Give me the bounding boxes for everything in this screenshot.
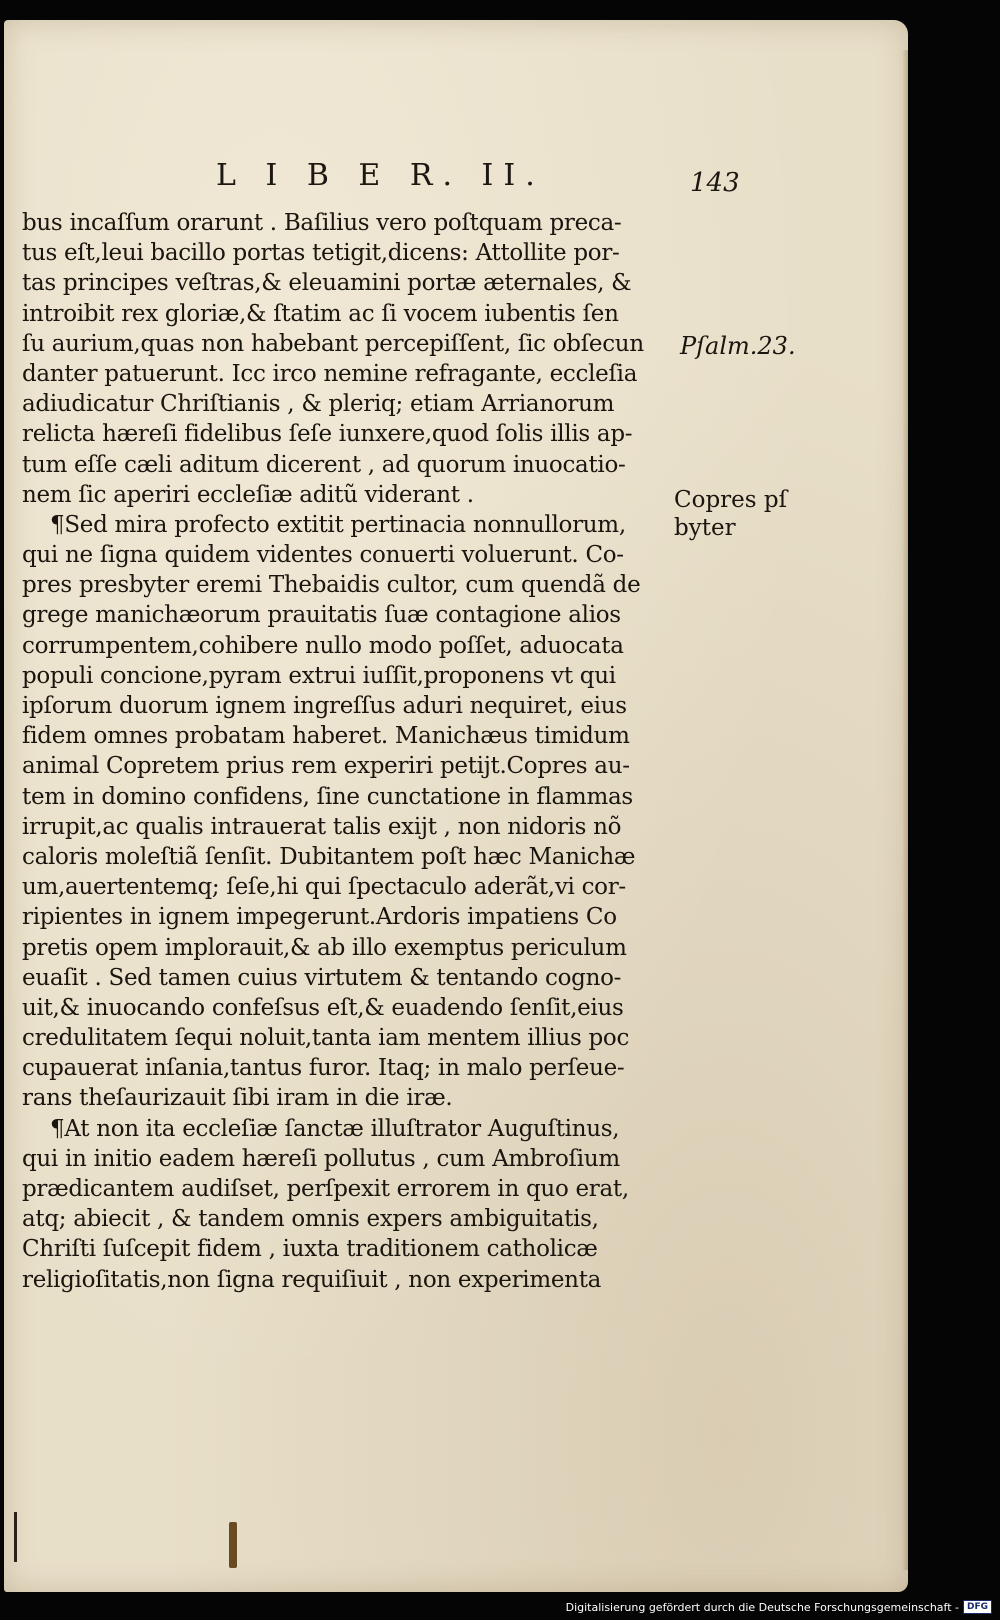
text-line: uit,& inuocando confeſsus eſt,& euadendo ſenſit,eius <box>22 994 624 1021</box>
text-line: fidem omnes probatam haberet. Manichæus timidum <box>22 723 630 750</box>
text-line: qui ne ſigna quidem videntes conuerti voluerunt. Co- <box>22 542 624 569</box>
text-line: tus eſt,leui bacillo portas tetigit,dicens: Attollite por- <box>22 240 620 267</box>
text-line: qui in initio eadem hæreſi pollutus , cum Ambroſium <box>22 1145 620 1172</box>
text-line: euaſit . Sed tamen cuius virtutem & tentando cogno- <box>22 964 622 991</box>
text-line: caloris moleſtiã ſenſit. Dubitantem poſt hæc Manichæ <box>22 843 636 870</box>
text-line: religioſitatis,non ſigna requiſiuit , non experimenta <box>22 1266 602 1293</box>
text-line: credulitatem ſequi noluit,tanta iam mentem illius poc <box>22 1025 630 1052</box>
text-line: danter patuerunt. Icc irco nemine refragante, eccleſia <box>22 360 638 387</box>
text-line: introibit rex gloriæ,& ſtatim ac ſi vocem iubentis ſen <box>22 300 619 327</box>
text-line: animal Copretem prius rem experiri petijt.Copres au- <box>22 753 630 780</box>
running-head <box>4 158 908 198</box>
text-line: ipſorum duorum ignem ingreſſus aduri nequiret, eius <box>22 693 627 719</box>
text-line: populi concione,pyram extrui iuſſit,proponens vt qui <box>22 662 616 689</box>
paragraph-start-line: ¶At non ita eccleſiæ ſanctæ illuſtrator Auguſtinus, <box>50 1115 620 1142</box>
footer-credit: Digitalisierung gefördert durch die Deutsche Forschungsgemeinschaft - <box>565 1600 959 1614</box>
text-line: adiudicatur Chriſtianis , & pleriq; etiam Arrianorum <box>22 391 615 418</box>
text-line: bus incaſſum orarunt . Baſilius vero poſtquam preca- <box>22 210 622 236</box>
text-line: relicta hæreſi fidelibus ſeſe iunxere,quod ſolis illis ap- <box>22 421 633 448</box>
text-line: corrumpentem,cohibere nullo modo poſſet, aduocata <box>22 632 624 659</box>
paragraph-start-line: ¶Sed mira profecto extitit pertinacia nonnullorum, <box>50 511 626 538</box>
text-line: pretis opem implorauit,& ab illo exemptus periculum <box>22 934 627 961</box>
text-line: ſu aurium,quas non habebant percepiſſent, ſic obſecun <box>22 330 644 357</box>
text-line: rans theſaurizauit ſibi iram in die iræ. <box>22 1085 453 1112</box>
marginal-note-line: byter <box>674 515 736 541</box>
digitization-footer <box>566 1600 992 1614</box>
page-number: 143 <box>690 168 740 198</box>
text-line: prædicantem audiſset, perſpexit errorem in quo erat, <box>22 1176 629 1202</box>
text-line: nem ſic aperiri eccleſiæ aditũ viderant . <box>22 481 474 508</box>
page-edge-shadow <box>902 50 908 1570</box>
marginal-note-line: Copres pſ <box>674 487 788 513</box>
text-line: tas principes veſtras,& eleuamini portæ æternales, & <box>22 270 632 297</box>
marginal-note-psalm: Pſalm.23. <box>680 332 796 360</box>
text-line: atq; abiecit , & tandem omnis expers ambiguitatis, <box>22 1206 599 1233</box>
text-line: cupauerat inſania,tantus furor. Itaq; in malo perſeue- <box>22 1055 625 1082</box>
text-line: um,auertentemq; ſeſe,hi qui ſpectaculo aderãt,vi cor- <box>22 874 626 901</box>
binding-mark <box>14 1512 17 1562</box>
text-line: tem in domino confidens, ſine cunctatione in flammas <box>22 783 633 810</box>
main-text-block <box>22 208 692 1295</box>
text-line: Chriſti ſuſcepit fidem , iuxta traditionem catholicæ <box>22 1236 598 1263</box>
text-line: pres presbyter eremi Thebaidis cultor, cum quendã de <box>22 572 641 599</box>
book-page <box>4 20 908 1592</box>
text-line: ripientes in ignem impegerunt.Ardoris impatiens Co <box>22 904 617 931</box>
dfg-logo-icon: DFG <box>963 1600 992 1614</box>
text-line: grege manichæorum prauitatis ſuæ contagione alios <box>22 602 621 629</box>
page-mark <box>229 1522 237 1568</box>
running-title: L I B E R. II. <box>216 158 545 193</box>
text-line: tum eſſe cæli aditum dicerent , ad quorum inuocatio- <box>22 451 626 478</box>
marginal-note-copres <box>674 486 787 542</box>
text-line: irrupit,ac qualis intrauerat talis exijt , non nidoris nõ <box>22 813 622 840</box>
